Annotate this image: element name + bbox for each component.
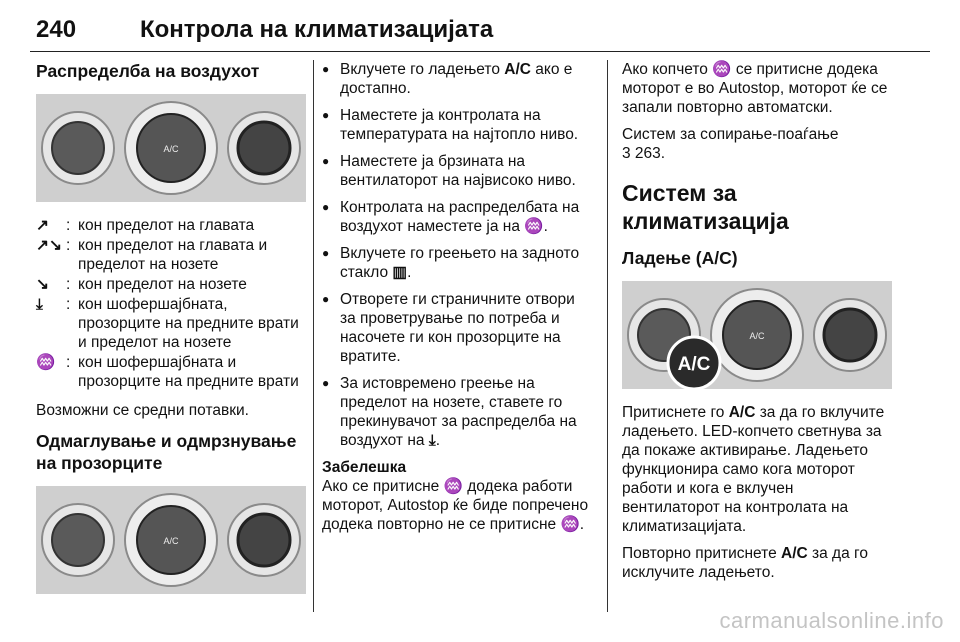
- windscreen-defrost-icon: ♒: [524, 218, 544, 235]
- legend-text: кон шофершајбната и прозорците на предните врати: [78, 354, 299, 390]
- airflow-legend: [36, 216, 306, 391]
- ac-callout-label: A/C: [677, 354, 711, 375]
- chapter-title: Контрола на климатизацијата: [140, 16, 494, 43]
- list-item: ● Наместете ја контролата на температурата на најтопло ниво.: [322, 107, 579, 143]
- list-item: ● Вклучете го греењето на задното стакло ▥.: [322, 245, 580, 281]
- legend-row: ↗↘ : кон пределот на главата и пределот на нозете: [36, 236, 306, 274]
- column-3: [622, 60, 892, 590]
- legend-text: кон пределот на главата и пределот на нозете: [78, 237, 268, 273]
- list-item: ● Контролата на распределбата на воздухот наместете ја на ♒.: [322, 199, 580, 235]
- intermediate-settings-text: Возможни се средни потавки.: [36, 402, 249, 419]
- list-item: ● Вклучете го ладењето A/C ако е достапно.: [322, 61, 573, 97]
- climate-panel-image-3: [622, 281, 892, 389]
- watermark: carmanualsonline.info: [719, 608, 944, 633]
- knob-ac-label: A/C: [163, 536, 179, 546]
- column-divider: [607, 60, 608, 612]
- column-2: [322, 60, 592, 542]
- airflow-head-feet-icon: ↗↘: [36, 237, 62, 254]
- legend-row: ↘ : кон пределот на нозете: [36, 275, 306, 294]
- knob-ac-label: A/C: [749, 331, 765, 341]
- climate-panel-drawing: [36, 94, 306, 202]
- list-item: ● Наместете ја брзината на вентилаторот на највисоко ниво.: [322, 153, 576, 189]
- autostop-text: Ако копчето ♒ се притисне додека моторот е во Autostop, моторот ќе се запали повторно автоматски.: [622, 61, 888, 116]
- note-text: Ако се притисне ♒ додека работи моторот, Autostop ќе биде попречено додека повторно не се притисне ♒.: [322, 478, 589, 533]
- airflow-feet-icon: ↘: [36, 276, 49, 293]
- legend-text: кон шофершајбната, прозорците на предните врати и пределот на нозете: [78, 296, 299, 351]
- windscreen-defrost-icon: ♒: [443, 478, 463, 495]
- legend-text: кон пределот на нозете: [78, 276, 247, 293]
- page-header: [30, 14, 930, 52]
- airflow-windscreen-feet-icon: ⤓: [36, 296, 43, 313]
- legend-row: ⤓ : кон шофершајбната, прозорците на предните врати и пределот на нозете: [36, 295, 306, 352]
- knob-ac-label: A/C: [163, 144, 179, 154]
- list-item: ● Отворете ги страничните отвори за проветрување по потреба и насочете ги кон прозорците на вратите.: [322, 291, 575, 365]
- climate-panel-image-2: [36, 486, 306, 594]
- rear-window-heating-icon: ▥: [392, 264, 408, 281]
- ac-press-text: Притиснете го A/C за да го вклучите ладењето. LED-копчето светнува за да покаже активирање. Ладењето функционира само кога моторот работи и кога е вклучен вентилаторот на контролата на климатизацијата.: [622, 404, 885, 535]
- page-reference-link[interactable]: 3 263.: [622, 145, 666, 162]
- section-title-demisting: Одмаглување и одмрзнување на прозорците: [36, 431, 297, 473]
- note-title: Забелешка: [322, 459, 407, 476]
- subsection-title-cooling: Ладење (A/C): [622, 248, 738, 268]
- climate-panel-drawing: [36, 486, 306, 594]
- climate-panel-drawing: [622, 281, 892, 389]
- climate-panel-image-1: [36, 94, 306, 202]
- windscreen-defrost-icon: ♒: [712, 61, 732, 78]
- column-divider: [313, 60, 314, 612]
- legend-row: ♒ : кон шофершајбната и прозорците на предните врати: [36, 353, 306, 391]
- list-item: ● За истовремено греење на пределот на нозете, ставете го прекинувачот за распределба на воздухот на ⤓.: [322, 375, 577, 449]
- airflow-head-icon: ↗: [36, 217, 49, 234]
- section-title-air-distribution: Распределба на воздухот: [36, 61, 260, 81]
- column-1: [36, 60, 306, 608]
- page-number: 240: [36, 16, 77, 43]
- legend-row: ↗ : кон пределот на главата: [36, 216, 306, 235]
- section-title-climate-system: Систем за климатизација: [622, 180, 789, 234]
- windscreen-defrost-icon: ♒: [560, 516, 580, 533]
- cross-reference-label: Систем за сопирање-поаѓање: [622, 126, 839, 143]
- ac-off-text: Повторно притиснете A/C за да го исклучите ладењето.: [622, 545, 868, 581]
- airflow-windscreen-feet-icon: ⤓: [428, 432, 436, 449]
- legend-text: кон пределот на главата: [78, 217, 255, 234]
- windscreen-defrost-icon: ♒: [36, 354, 56, 371]
